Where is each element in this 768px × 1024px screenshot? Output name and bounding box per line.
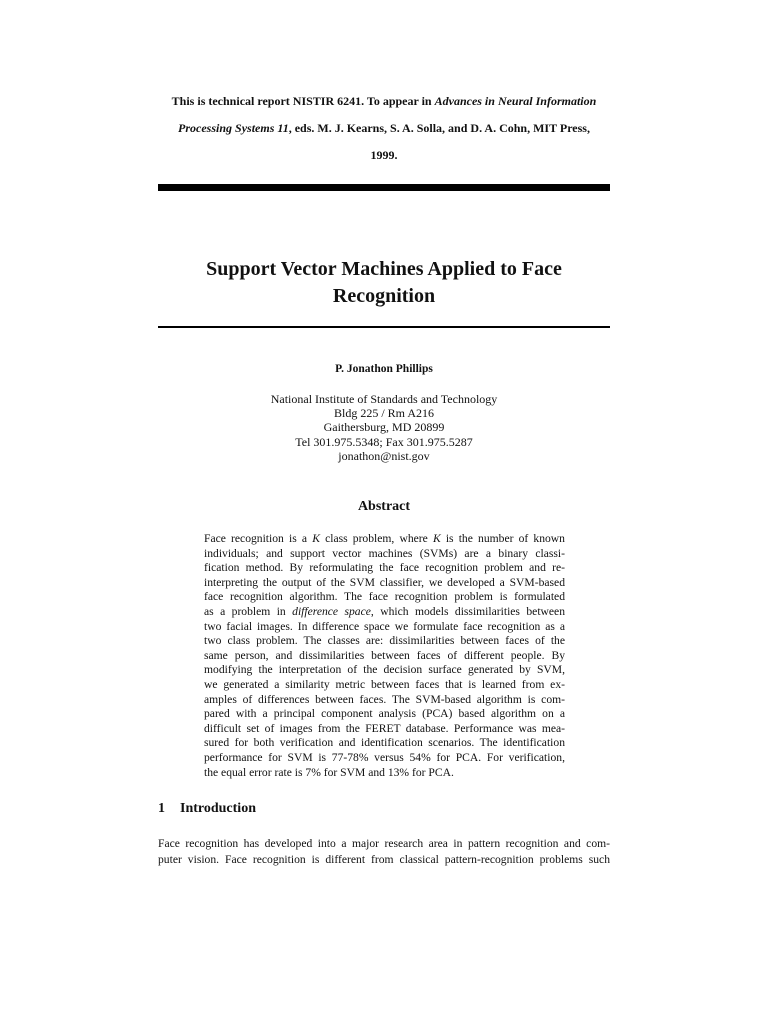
affiliation-building: Bldg 225 / Rm A216 bbox=[333, 406, 434, 421]
abstract-body bbox=[204, 532, 565, 780]
author-affiliation bbox=[158, 392, 610, 463]
section-heading-introduction bbox=[158, 801, 256, 817]
title-line-2: Recognition bbox=[332, 285, 436, 307]
abstract-line: amples of differences between faces. The SVM-based algorithm is com- bbox=[204, 692, 565, 706]
body-line: puter vision. Face recognition is different from classical pattern-recognition problems such bbox=[158, 852, 610, 866]
title-line-1: Support Vector Machines Applied to Face bbox=[206, 258, 562, 280]
abstract-line: individuals; and support vector machines (SVMs) are a binary classi- bbox=[204, 546, 565, 560]
math-symbol-k: K bbox=[432, 532, 441, 545]
emphasis-difference-space: difference space bbox=[292, 604, 371, 618]
paper-title bbox=[158, 256, 610, 310]
abstract-line: face recognition algorithm. The face recognition problem is formulated bbox=[204, 590, 565, 604]
abstract-line: two class problem. The classes are: dissimilarities between faces of the bbox=[204, 634, 565, 648]
math-symbol-k: K bbox=[312, 532, 320, 545]
abstract-line: Face recognition is a K class problem, where K is the number of known bbox=[204, 532, 565, 545]
affiliation-city: Gaithersburg, MD 20899 bbox=[323, 420, 445, 435]
author-name: P. Jonathon Phillips bbox=[335, 363, 433, 375]
abstract-line: interpreting the output of the SVM classifier, we developed a SVM-based bbox=[204, 575, 565, 589]
abstract-line: sured for both verification and identification scenarios. The identification bbox=[204, 736, 565, 750]
abstract-line: the equal error rate is 7% for SVM and 13% for PCA. bbox=[204, 765, 454, 779]
title-thin-rule bbox=[158, 326, 610, 328]
affiliation-phone: Tel 301.975.5348; Fax 301.975.5287 bbox=[295, 434, 473, 449]
abstract-line: pared with a principal component analysis (PCA) based algorithm on a bbox=[204, 707, 565, 721]
section-title: Introduction bbox=[180, 801, 256, 816]
abstract-line: we generated a similarity metric between faces that is learned from ex- bbox=[204, 677, 565, 691]
section-number: 1 bbox=[158, 801, 165, 816]
abstract-line: modifying the interpretation of the decision surface generated by SVM, bbox=[204, 663, 565, 677]
abstract-line: fication method. By reformulating the face recognition problem and re- bbox=[204, 561, 565, 575]
top-thick-rule bbox=[158, 184, 610, 191]
introduction-body bbox=[158, 836, 610, 867]
affiliation-institution: National Institute of Standards and Technology bbox=[270, 392, 498, 406]
abstract-line: two facial images. In difference space we formulate face recognition as a bbox=[204, 619, 565, 633]
report-note-line-2: Processing Systems 11, eds. M. J. Kearns, S. A. Solla, and D. A. Cohn, MIT Press, bbox=[178, 121, 590, 135]
abstract-line: as a problem in difference space, which models dissimilarities between bbox=[204, 604, 565, 618]
body-line: Face recognition has developed into a major research area in pattern recognition and com- bbox=[158, 837, 610, 850]
abstract-line: same person, and dissimilarities between faces of different people. By bbox=[204, 648, 565, 662]
abstract-line: performance for SVM is 77-78% versus 54% for PCA. For verification, bbox=[204, 750, 565, 764]
affiliation-email: jonathon@nist.gov bbox=[338, 448, 430, 463]
report-note bbox=[150, 88, 618, 169]
report-note-line-3: 1999. bbox=[370, 148, 398, 162]
abstract-heading: Abstract bbox=[357, 499, 411, 514]
report-note-line-1: This is technical report NISTIR 6241. To appear in Advances in Neural Information bbox=[171, 94, 597, 108]
abstract-line: difficult set of images from the FERET database. Performance was mea- bbox=[204, 721, 565, 735]
